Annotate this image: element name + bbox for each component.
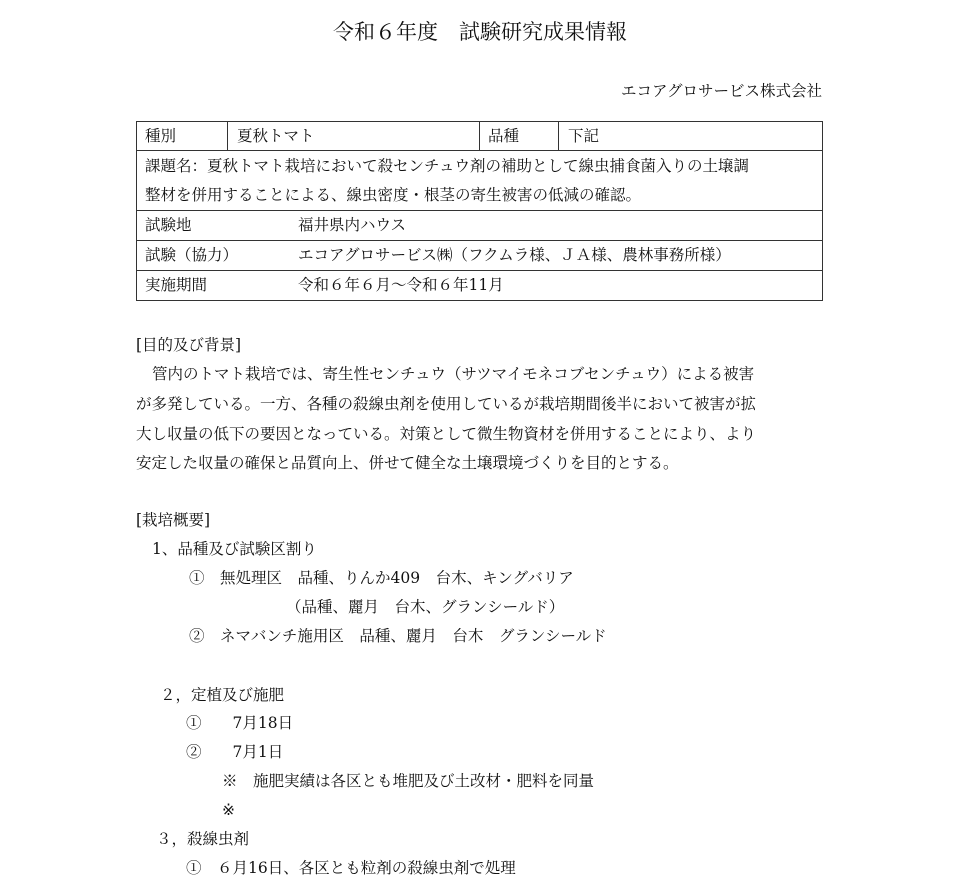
table-divider — [136, 270, 823, 271]
purpose-line-2: が多発している。一方、各種の殺線虫剤を使用しているが栽培期間後半において被害が拡 — [136, 395, 757, 413]
outline-heading: [栽培概要] — [136, 511, 211, 529]
table-divider — [136, 240, 823, 241]
purpose-heading: [目的及び背景] — [136, 336, 242, 354]
section-1-title: 1、品種及び試験区割り — [152, 540, 317, 558]
company-name: エコアグロサービス株式会社 — [620, 82, 822, 100]
table-divider — [558, 121, 559, 151]
site-value: 福井県内ハウス — [298, 216, 407, 234]
table-divider — [136, 210, 823, 211]
section-3-item-1: ① ６月16日、各区とも粒剤の殺線虫剤で処理 — [186, 859, 516, 877]
period-value: 令和６年６月～令和６年11月 — [298, 276, 504, 294]
section-2-note-1: ※ 施肥実績は各区とも堆肥及び土改材・肥料を同量 — [222, 772, 595, 790]
section-3-title: ３，殺線虫剤 — [156, 830, 250, 848]
section-2-item-1: ① 7月18日 — [186, 714, 294, 732]
period-label: 実施期間 — [145, 276, 208, 294]
section-1-item-1: ① 無処理区 品種、りんか409 台木、キングバリア — [189, 569, 574, 587]
table-divider — [227, 121, 228, 151]
purpose-line-1: 管内のトマト栽培では、寄生性センチュウ（サツマイモネコブセンチュウ）による被害 — [152, 365, 755, 383]
site-label: 試験地 — [145, 216, 192, 234]
variety-value: 下記 — [568, 127, 600, 145]
purpose-line-3: 大し収量の低下の要因となっている。対策として微生物資材を併用することにより、より — [136, 425, 757, 443]
subject-line-1: 課題名：夏秋トマト栽培において殺センチュウ剤の補助として線虫捕食菌入りの土壌調 — [145, 157, 750, 175]
coop-label: 試験（協力） — [145, 246, 239, 264]
table-divider — [479, 121, 480, 151]
type-label: 種別 — [145, 127, 177, 145]
type-value: 夏秋トマト — [237, 127, 315, 145]
variety-label: 品種 — [488, 127, 520, 145]
section-1-item-1b: （品種、麗月 台木、グランシールド） — [286, 598, 565, 616]
subject-line-2: 整材を併用することによる、線虫密度・根茎の寄生被害の低減の確認。 — [145, 186, 642, 204]
section-2-note-2: ※ — [222, 801, 235, 819]
document-title: 令和６年度 試験研究成果情報 — [333, 20, 627, 44]
section-1-item-2: ② ネマバンチ施用区 品種、麗月 台木 グランシールド — [189, 627, 607, 645]
section-2-title: ２，定植及び施肥 — [160, 686, 285, 704]
coop-value: エコアグロサービス㈱（フクムラ様、ＪＡ様、農林事務所様） — [298, 246, 731, 264]
section-2-item-2: ② 7月1日 — [186, 743, 284, 761]
purpose-line-4: 安定した収量の確保と品質向上、併せて健全な土壌環境づくりを目的とする。 — [136, 454, 679, 472]
